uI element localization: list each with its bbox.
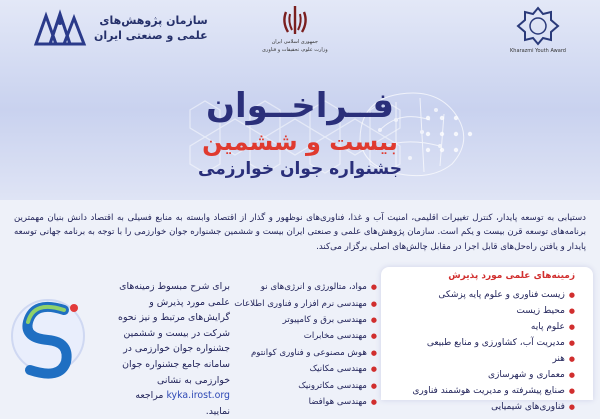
fields-list-primary xyxy=(412,287,575,415)
bullet-icon: ● xyxy=(568,371,575,379)
kharazmi-youth-award-logo xyxy=(510,6,566,54)
list-item: ● علوم پایه xyxy=(530,322,575,332)
org-name-line1: سازمان پژوهش‌های xyxy=(99,14,208,27)
info-paragraph: برای شرح مبسوط زمینه‌های علمی مورد پذیرش و گرایش‌های مرتبط و نیز نحوه شرکت در بیست و ششمین جشنواره جوان خوارزمی در سامانه جامع جشنواره جوان خوارزمی به نشانی xyxy=(118,281,230,386)
info-text xyxy=(118,279,230,419)
kyaf-label: Kharazmi Youth Award xyxy=(510,48,566,54)
bullet-icon: ● xyxy=(568,323,575,331)
header-band xyxy=(0,0,600,200)
bullet-icon: ● xyxy=(568,339,575,347)
bullet-icon: ● xyxy=(568,403,575,411)
fields-list-secondary xyxy=(222,279,377,410)
title-festival: جشنواره جوان خوارزمی xyxy=(198,159,402,179)
list-item: ● مهندسی مکانیک xyxy=(309,364,377,375)
list-item: ● مهندسی مکاترونیک xyxy=(298,380,377,391)
title-call: فــراخــوان xyxy=(205,86,395,126)
list-item: ● هوش مصنوعی و فناوری کوانتوم xyxy=(250,347,377,358)
list-item: ● مهندسی برق و کامپیوتر xyxy=(282,314,377,325)
info-closing: مراجعه نمایید. xyxy=(135,390,230,417)
bullet-icon: ● xyxy=(568,291,575,299)
list-item: ● مهندسی هوافضا xyxy=(308,396,377,407)
irost-emblem-icon xyxy=(30,8,88,48)
list-item: ● مواد، متالورژی و انرژی‌های نو xyxy=(260,282,377,293)
title-block xyxy=(180,88,420,180)
list-item: ● صنایع پیشرفته و مدیریت هوشمند فناوری xyxy=(412,386,575,396)
bullet-icon: ● xyxy=(370,315,377,324)
bullet-icon: ● xyxy=(370,299,377,308)
list-item: ● مدیریت آب، کشاورزی و منابع طبیعی xyxy=(426,338,575,348)
list-item: ● مهندسی مخابرات xyxy=(303,331,377,342)
award-star-icon xyxy=(516,6,560,46)
irost-logo xyxy=(30,8,208,48)
list-item: ● مهندسی نرم افزار و فناوری اطلاعات xyxy=(234,298,377,309)
bullet-icon: ● xyxy=(370,365,377,374)
ministry-logo xyxy=(262,4,328,54)
org-name-line2: علمی و صنعتی ایران xyxy=(94,29,208,42)
list-item: ● هنر xyxy=(552,354,575,364)
dot-grid-decoration xyxy=(420,108,490,168)
bullet-icon: ● xyxy=(370,348,377,357)
intro-paragraph: دستیابی به توسعه پایدار، کنترل تغییرات اقلیمی، امنیت آب و غذا، فناوری‌های نوظهور و گذار از اقتصاد وابسته به منابع فسیلی به اقتصاد دانش بنیان مهمترین برنامه‌های توسعه قرن بیست و یکم است. سازمان پژوهش‌های علمی و صنعتی ایران بیست و ششمین جشنواره جوان خوارزمی را با توجه به برنامه جهانی توسعه پایدار و یافتن راه‌حل‌های قابل اجرا در مقابل چالش‌های اصلی برگزار می‌کند. xyxy=(14,213,586,252)
list-item: ● فناوری‌های شیمیایی xyxy=(491,402,575,412)
list-item: ● زیست فناوری و علوم پایه پزشکی xyxy=(438,290,575,300)
bullet-icon: ● xyxy=(370,332,377,341)
list-item: ● معماری و شهرسازی xyxy=(487,370,575,380)
bullet-icon: ● xyxy=(568,307,575,315)
fields-heading: زمینه‌های علمی مورد پذیرش xyxy=(448,271,575,281)
bullet-icon: ● xyxy=(568,387,575,395)
bullet-icon: ● xyxy=(370,381,377,390)
bullet-icon: ● xyxy=(568,355,575,363)
list-item: ● محیط زیست xyxy=(516,306,575,316)
gov-line2: وزارت علوم، تحقیقات و فناوری xyxy=(262,47,328,53)
irost-s-logo xyxy=(4,278,100,400)
title-edition: بیست و ششمین xyxy=(202,128,398,156)
site-link[interactable]: kyka.irost.org xyxy=(166,390,230,402)
gov-line1: جمهوری اسلامی ایران xyxy=(271,39,318,45)
bullet-icon: ● xyxy=(370,283,377,292)
accepted-fields-panel xyxy=(381,267,593,412)
iran-emblem-icon xyxy=(280,4,310,38)
bullet-icon: ● xyxy=(370,397,377,406)
